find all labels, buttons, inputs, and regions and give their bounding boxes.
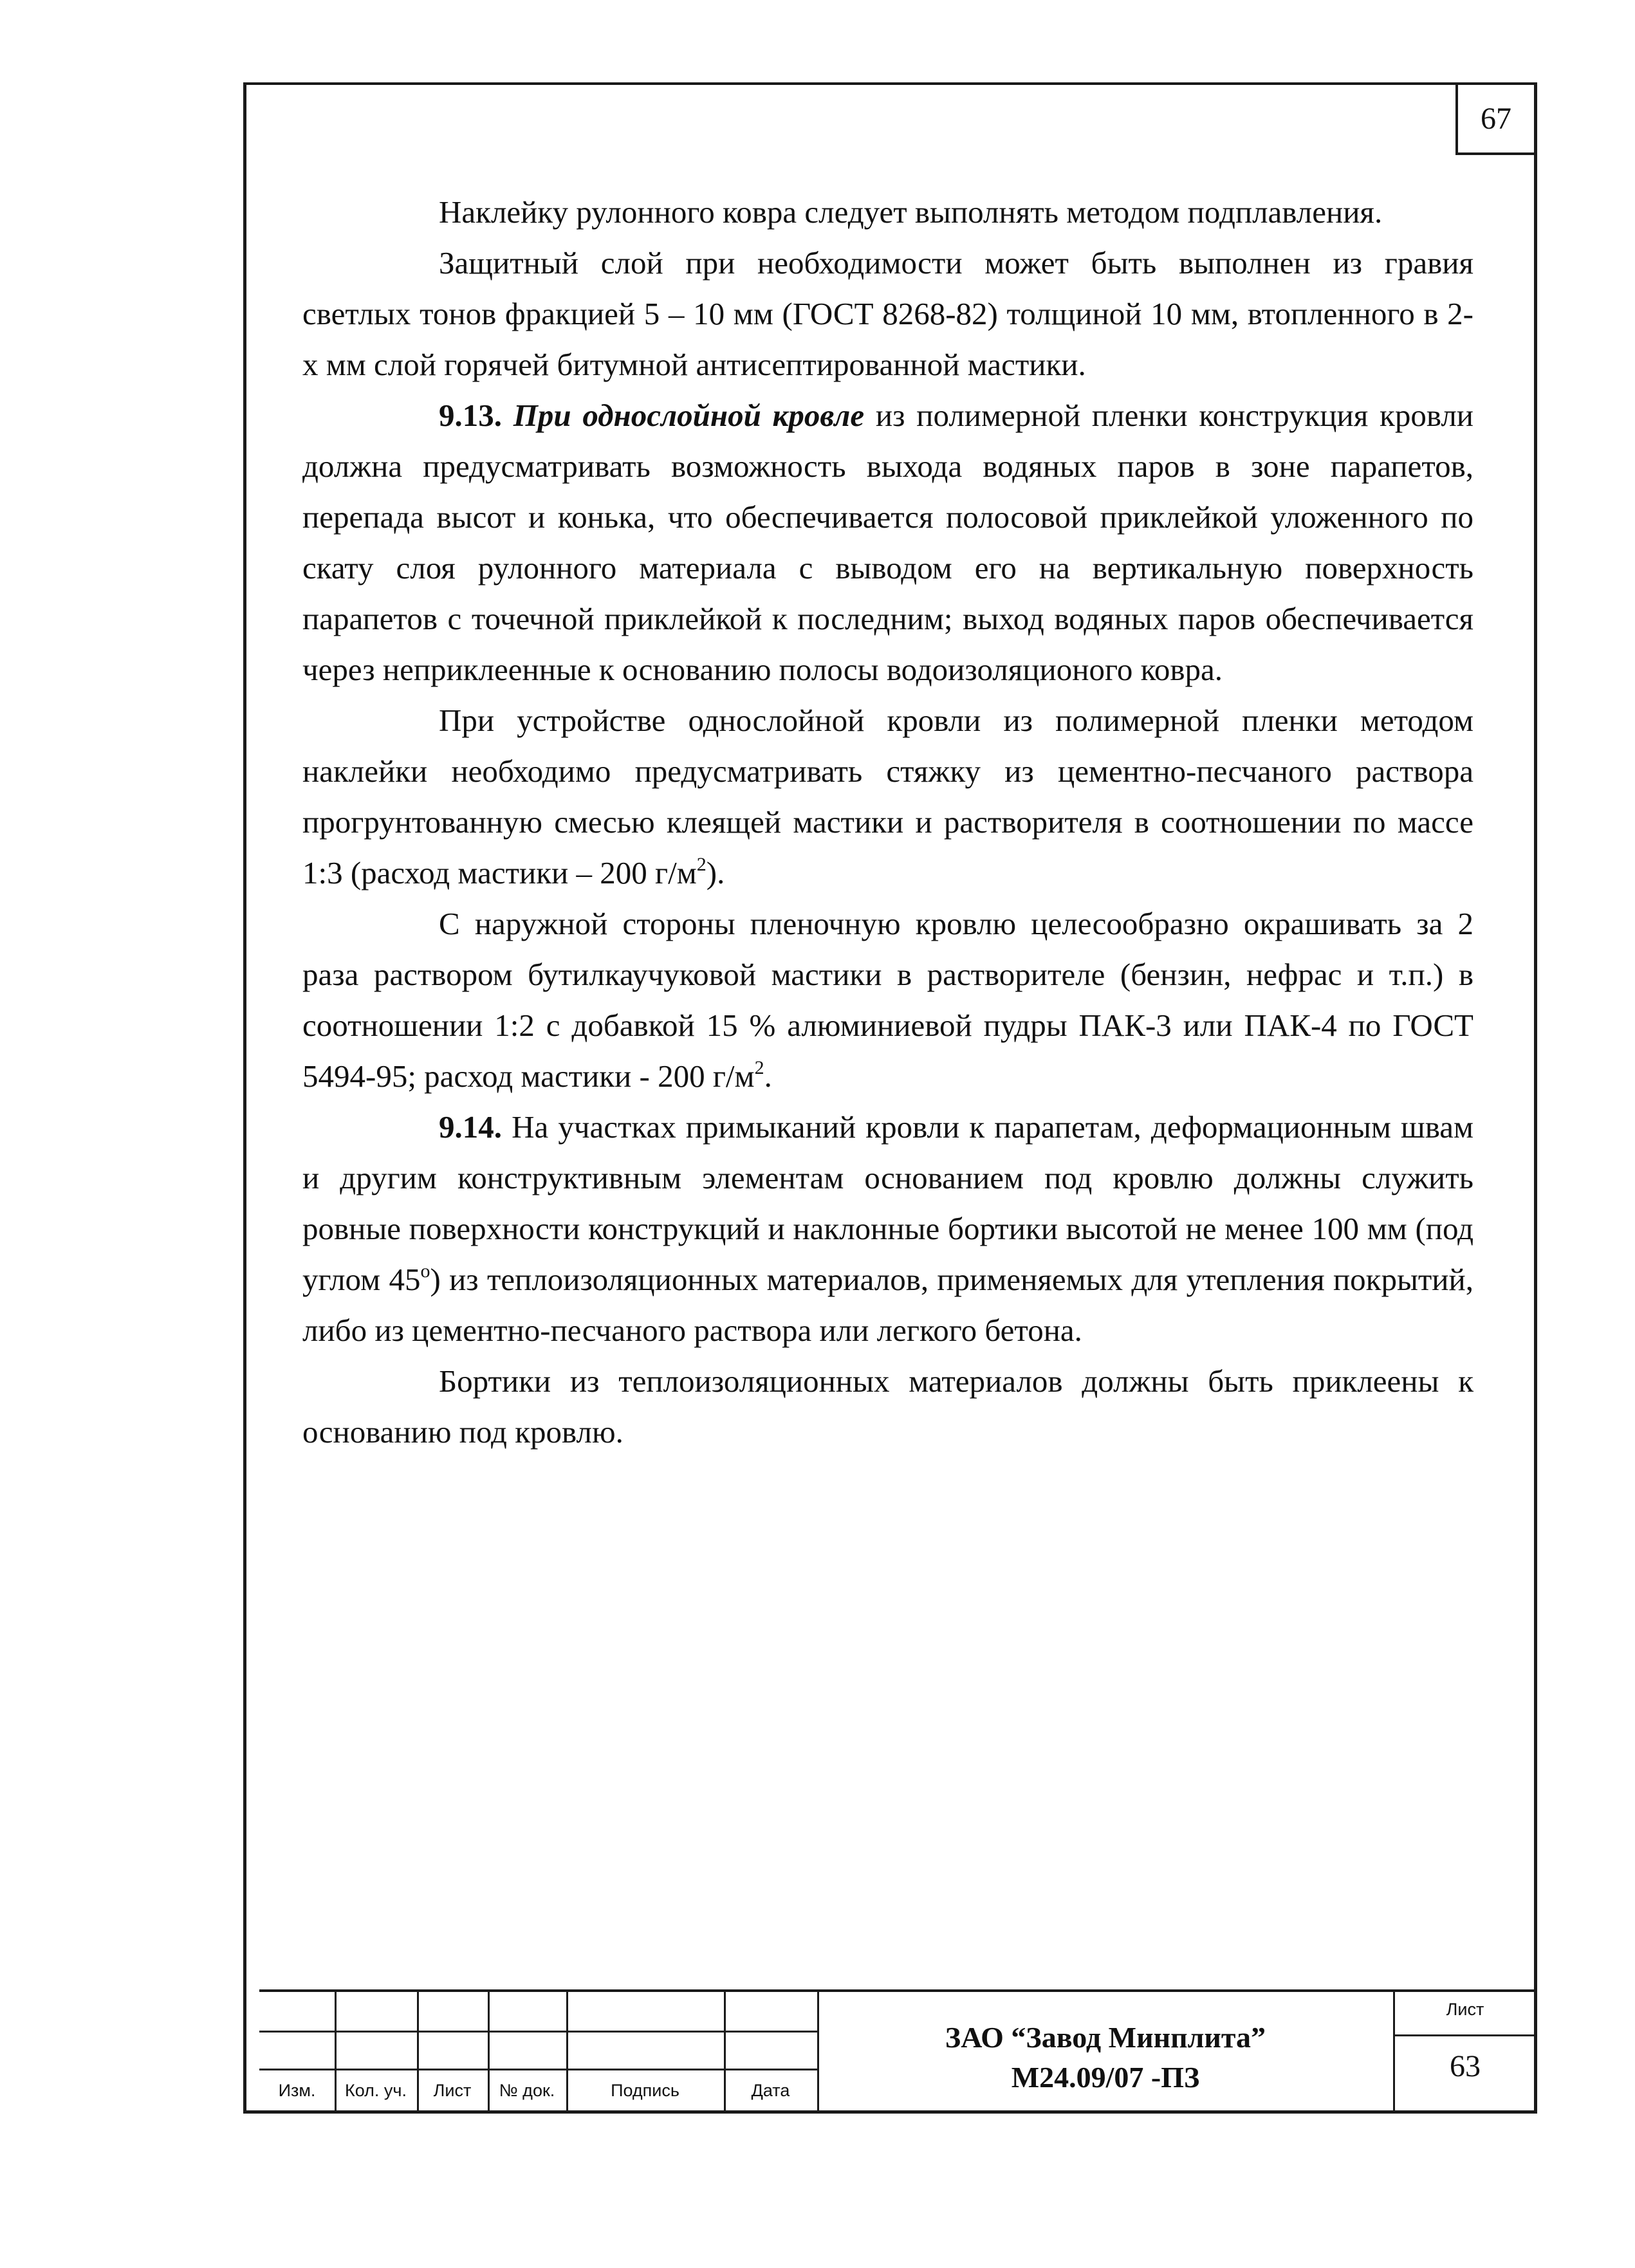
paragraph-9-13	[302, 390, 1473, 695]
paragraph-text: ) из теплоизоляционных материалов, применяемых для утепления покрытий, либо из цементно-песчаного раствора или легкого бетона.	[302, 1262, 1473, 1348]
paragraph-text: Бортики из теплоизоляционных материалов должны быть приклеены к основанию под кровлю.	[302, 1363, 1473, 1450]
col-date-label: Дата	[751, 2081, 790, 2100]
paragraph-text: При устройстве однослойной кровли из полимерной пленки методом наклейки необходимо предусматривать стяжку из цементно-песчаного раствора прогрунтованную смесью клеящей мастики и растворителя в соотношении по массе 1:3 (расход мастики – 200 г/м	[302, 703, 1473, 890]
paragraph	[302, 898, 1473, 1102]
paragraph-text: Защитный слой при необходимости может быть выполнен из гравия светлых тонов фракцией 5 – 10 мм (ГОСТ 8268-82) толщиной 10 мм, втопленного в 2-х мм слой горячей битумной антисептированной мастики.	[302, 245, 1473, 382]
paragraph	[302, 237, 1473, 390]
paragraph-9-14	[302, 1102, 1473, 1356]
section-number: 9.14.	[439, 1109, 502, 1145]
paragraph-text: На участках примыканий кровли к парапетам, деформационным швам и другим конструктивным элементам основанием под кровлю должны служить ровные поверхности конструкций и наклонные бортики высотой не менее 100 мм (под углом 45	[302, 1109, 1473, 1297]
col-doc-label: № док.	[499, 2081, 555, 2100]
title-block-stamp	[259, 1989, 1534, 2110]
stamp-row-line	[1393, 2034, 1534, 2036]
col-list-label: Лист	[433, 2081, 472, 2100]
organization-title	[819, 2018, 1392, 2097]
section-number: 9.13.	[439, 398, 502, 433]
sheet-number: 63	[1450, 2049, 1481, 2083]
col-kol-label: Кол. уч.	[345, 2081, 407, 2100]
paragraph-text: С наружной стороны пленочную кровлю целесообразно окрашивать за 2 раза раствором бутилкаучуковой мастики в растворителе (бензин, нефрас и т.п.) в соотношении 1:2 с добавкой 15 % алюминиевой пудры ПАК-3 или ПАК-4 по ГОСТ 5494-95; расход мастики - 200 г/м	[302, 906, 1473, 1094]
paragraph-text: Наклейку рулонного ковра следует выполнять методом подплавления.	[439, 194, 1383, 230]
stamp-row-line	[259, 2069, 817, 2070]
superscript: 2	[696, 854, 707, 875]
superscript: о	[420, 1260, 430, 1282]
stamp-row-line	[259, 2031, 817, 2033]
document-body	[302, 187, 1473, 1457]
stamp-divider	[1393, 1992, 1395, 2110]
paragraph	[302, 695, 1473, 898]
emphasis-text: При однослойной кровле	[513, 398, 865, 433]
paragraph-text: .	[764, 1058, 772, 1094]
page-number: 67	[1455, 84, 1534, 155]
paragraph-text: ).	[706, 855, 725, 890]
organization-name: ЗАО “Завод Минплита”	[945, 2021, 1266, 2054]
paragraph-text: из полимерной пленки конструкция кровли должна предусматривать возможность выхода водяных паров в зоне парапетов, перепада высот и конька, что обеспечивается полосовой приклейкой уложенного по скату слоя рулонного материала с выводом его на вертикальную поверхность парапетов с точечной приклейкой к последним; выход водяных паров обеспечивается через неприклеенные к основанию полосы водоизоляционого ковра.	[302, 398, 1474, 687]
sheet-label: Лист	[1446, 2000, 1484, 2019]
superscript: 2	[754, 1057, 764, 1078]
paragraph	[302, 187, 1473, 237]
col-sign-label: Подпись	[611, 2081, 679, 2100]
paragraph	[302, 1356, 1473, 1457]
document-code: М24.09/07 -ПЗ	[1011, 2061, 1200, 2094]
col-izm-label: Изм.	[278, 2081, 316, 2100]
